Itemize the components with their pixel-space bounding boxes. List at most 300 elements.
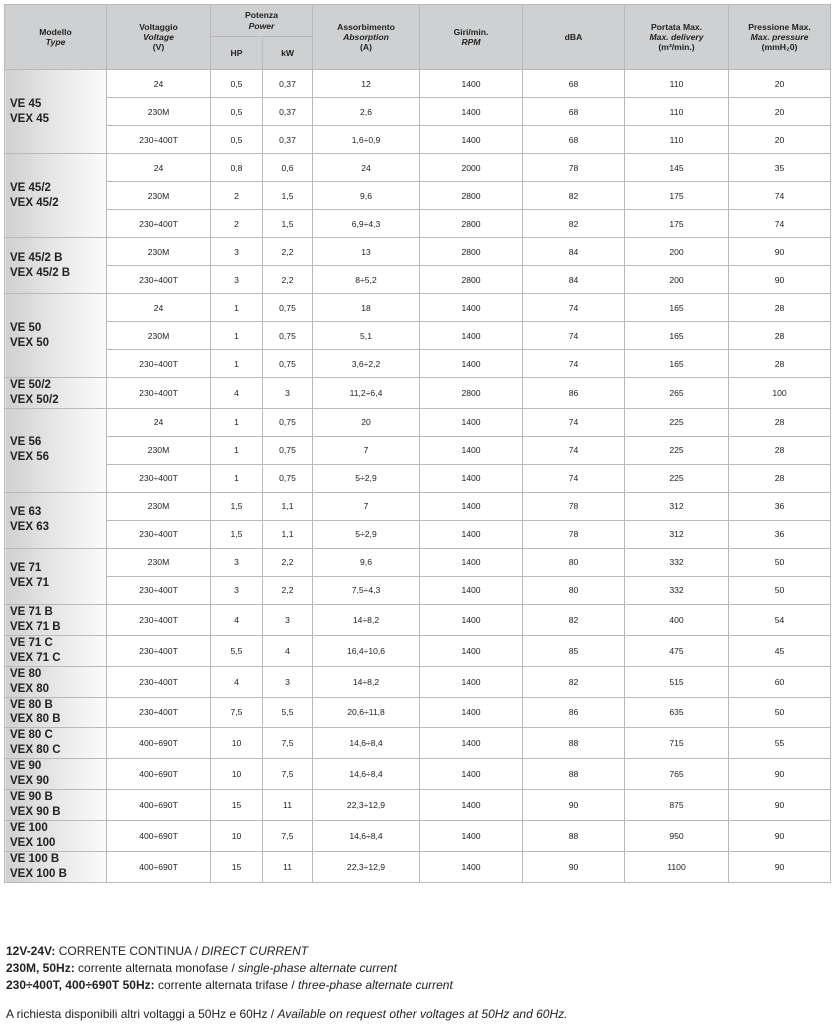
kw-cell: 3 — [263, 604, 313, 635]
delivery-cell: 145 — [625, 154, 729, 182]
kw-cell: 1,5 — [263, 182, 313, 210]
kw-cell: 1,5 — [263, 210, 313, 238]
delivery-cell: 175 — [625, 210, 729, 238]
absorption-cell: 8÷5,2 — [313, 266, 420, 294]
dba-cell: 82 — [523, 604, 625, 635]
delivery-cell: 332 — [625, 548, 729, 576]
absorption-cell: 7 — [313, 436, 420, 464]
rpm-cell: 1400 — [420, 728, 523, 759]
model-name-cell — [5, 666, 107, 697]
voltage-cell: 230÷400T — [107, 126, 211, 154]
voltage-cell: 230÷400T — [107, 210, 211, 238]
pressure-cell: 20 — [729, 126, 831, 154]
kw-cell: 0,75 — [263, 294, 313, 322]
rpm-cell: 2800 — [420, 266, 523, 294]
dba-cell: 68 — [523, 98, 625, 126]
pressure-cell: 100 — [729, 378, 831, 409]
voltage-cell: 230÷400T — [107, 520, 211, 548]
kw-cell: 7,5 — [263, 759, 313, 790]
table-row — [5, 154, 831, 182]
voltage-cell: 230÷400T — [107, 666, 211, 697]
hp-cell: 4 — [211, 666, 263, 697]
table-row — [5, 790, 831, 821]
absorption-cell: 5÷2,9 — [313, 520, 420, 548]
voltage-cell: 230M — [107, 436, 211, 464]
dba-cell: 82 — [523, 666, 625, 697]
hp-cell: 1 — [211, 322, 263, 350]
model-name-line: VEX 50 — [10, 336, 49, 349]
absorption-cell: 3,6÷2,2 — [313, 350, 420, 378]
hp-cell: 10 — [211, 759, 263, 790]
pressure-cell: 90 — [729, 759, 831, 790]
rpm-cell: 1400 — [420, 604, 523, 635]
table-row — [5, 350, 831, 378]
pressure-cell: 74 — [729, 182, 831, 210]
header-dba: dBA — [523, 5, 625, 70]
model-name-line: VEX 45/2 — [10, 196, 59, 209]
voltage-cell: 24 — [107, 294, 211, 322]
dba-cell: 74 — [523, 350, 625, 378]
kw-cell: 1,1 — [263, 520, 313, 548]
header-delivery: Portata Max. Max. delivery (m³/min.) — [625, 5, 729, 70]
rpm-cell: 1400 — [420, 520, 523, 548]
rpm-cell: 2000 — [420, 154, 523, 182]
delivery-cell: 110 — [625, 70, 729, 98]
hp-cell: 3 — [211, 266, 263, 294]
hp-cell: 1 — [211, 464, 263, 492]
model-name-line: VE 100 — [10, 822, 48, 834]
model-name-line: VEX 80 — [10, 682, 49, 695]
model-name-line: VEX 90 B — [10, 806, 61, 819]
dba-cell: 80 — [523, 576, 625, 604]
dba-cell: 88 — [523, 728, 625, 759]
table-row — [5, 70, 831, 98]
rpm-cell: 1400 — [420, 548, 523, 576]
pressure-cell: 20 — [729, 98, 831, 126]
model-name-cell — [5, 378, 107, 409]
kw-cell: 7,5 — [263, 728, 313, 759]
pressure-cell: 90 — [729, 851, 831, 882]
dba-cell: 74 — [523, 322, 625, 350]
delivery-cell: 265 — [625, 378, 729, 409]
hp-cell: 15 — [211, 790, 263, 821]
model-name-line: VEX 80 C — [10, 744, 61, 757]
model-name-line: VEX 71 — [10, 577, 49, 590]
voltage-cell: 400÷690T — [107, 821, 211, 852]
dba-cell: 84 — [523, 266, 625, 294]
table-row — [5, 294, 831, 322]
rpm-cell: 2800 — [420, 238, 523, 266]
table-body — [5, 70, 831, 883]
hp-cell: 2 — [211, 182, 263, 210]
delivery-cell: 715 — [625, 728, 729, 759]
dba-cell: 74 — [523, 436, 625, 464]
pressure-cell: 28 — [729, 322, 831, 350]
dba-cell: 80 — [523, 548, 625, 576]
delivery-cell: 225 — [625, 436, 729, 464]
model-name-line: VEX 45/2 B — [10, 266, 71, 279]
absorption-cell: 11,2÷6,4 — [313, 378, 420, 409]
absorption-cell: 20,6÷11,8 — [313, 697, 420, 728]
absorption-cell: 6,9÷4,3 — [313, 210, 420, 238]
dba-cell: 86 — [523, 378, 625, 409]
model-name-cell — [5, 821, 107, 852]
model-name-line: VEX 80 B — [10, 713, 61, 726]
model-name-cell — [5, 70, 107, 154]
absorption-cell: 24 — [313, 154, 420, 182]
model-name-line: VE 71 C — [10, 636, 53, 649]
dba-cell: 86 — [523, 697, 625, 728]
kw-cell: 0,75 — [263, 436, 313, 464]
hp-cell: 1 — [211, 408, 263, 436]
model-name-line: VE 80 — [10, 667, 42, 680]
table-row — [5, 98, 831, 126]
delivery-cell: 312 — [625, 492, 729, 520]
model-name-cell — [5, 492, 107, 548]
model-name-line: VE 63 — [10, 506, 42, 519]
model-name-cell — [5, 790, 107, 821]
pressure-cell: 50 — [729, 548, 831, 576]
dba-cell: 74 — [523, 294, 625, 322]
model-name-cell — [5, 851, 107, 882]
kw-cell: 3 — [263, 666, 313, 697]
rpm-cell: 2800 — [420, 182, 523, 210]
kw-cell: 4 — [263, 635, 313, 666]
hp-cell: 7,5 — [211, 697, 263, 728]
table-row — [5, 322, 831, 350]
model-name-line: VE 45/2 — [10, 181, 51, 194]
delivery-cell: 765 — [625, 759, 729, 790]
hp-cell: 4 — [211, 604, 263, 635]
voltage-cell: 230÷400T — [107, 697, 211, 728]
pressure-cell: 28 — [729, 350, 831, 378]
delivery-cell: 400 — [625, 604, 729, 635]
dba-cell: 74 — [523, 464, 625, 492]
table-row — [5, 728, 831, 759]
pressure-cell: 28 — [729, 464, 831, 492]
hp-cell: 3 — [211, 238, 263, 266]
rpm-cell: 1400 — [420, 408, 523, 436]
kw-cell: 11 — [263, 790, 313, 821]
kw-cell: 11 — [263, 851, 313, 882]
table-row — [5, 520, 831, 548]
hp-cell: 0,5 — [211, 70, 263, 98]
delivery-cell: 225 — [625, 464, 729, 492]
pressure-cell: 36 — [729, 492, 831, 520]
rpm-cell: 1400 — [420, 635, 523, 666]
dba-cell: 82 — [523, 182, 625, 210]
model-name-cell — [5, 604, 107, 635]
delivery-cell: 200 — [625, 266, 729, 294]
model-name-line: VE 80 B — [10, 698, 53, 711]
voltage-cell: 230÷400T — [107, 266, 211, 294]
hp-cell: 10 — [211, 728, 263, 759]
absorption-cell: 1,6÷0,9 — [313, 126, 420, 154]
pressure-cell: 54 — [729, 604, 831, 635]
table-row — [5, 604, 831, 635]
dba-cell: 90 — [523, 851, 625, 882]
absorption-cell: 16,4÷10,6 — [313, 635, 420, 666]
pressure-cell: 90 — [729, 821, 831, 852]
note-other-voltages: A richiesta disponibili altri voltaggi a 50Hz e 60Hz / Available on request other voltages at 50Hz and 60Hz. — [6, 1007, 568, 1021]
absorption-cell: 13 — [313, 238, 420, 266]
dba-cell: 78 — [523, 154, 625, 182]
footnotes — [6, 943, 567, 1023]
delivery-cell: 332 — [625, 576, 729, 604]
rpm-cell: 1400 — [420, 576, 523, 604]
voltage-cell: 230÷400T — [107, 576, 211, 604]
dba-cell: 85 — [523, 635, 625, 666]
voltage-cell: 24 — [107, 70, 211, 98]
kw-cell: 2,2 — [263, 238, 313, 266]
table-row — [5, 436, 831, 464]
model-name-line: VEX 63 — [10, 521, 49, 534]
voltage-cell: 400÷690T — [107, 759, 211, 790]
hp-cell: 1 — [211, 350, 263, 378]
model-name-line: VEX 90 — [10, 775, 49, 788]
absorption-cell: 9,6 — [313, 182, 420, 210]
model-name-line: VEX 100 — [10, 836, 56, 849]
voltage-cell: 24 — [107, 154, 211, 182]
rpm-cell: 1400 — [420, 98, 523, 126]
rpm-cell: 1400 — [420, 697, 523, 728]
model-name-line: VE 45 — [10, 97, 42, 110]
table-row — [5, 126, 831, 154]
rpm-cell: 1400 — [420, 492, 523, 520]
dba-cell: 90 — [523, 790, 625, 821]
model-name-cell — [5, 548, 107, 604]
kw-cell: 0,37 — [263, 70, 313, 98]
absorption-cell: 7,5÷4,3 — [313, 576, 420, 604]
model-name-cell — [5, 238, 107, 294]
absorption-cell: 14,6÷8,4 — [313, 759, 420, 790]
rpm-cell: 1400 — [420, 70, 523, 98]
table-row — [5, 759, 831, 790]
model-name-line: VEX 71 B — [10, 620, 61, 633]
hp-cell: 1,5 — [211, 520, 263, 548]
hp-cell: 0,5 — [211, 98, 263, 126]
voltage-cell: 400÷690T — [107, 790, 211, 821]
delivery-cell: 515 — [625, 666, 729, 697]
table-row — [5, 182, 831, 210]
table-row — [5, 851, 831, 882]
voltage-cell: 230M — [107, 322, 211, 350]
kw-cell: 3 — [263, 378, 313, 409]
model-name-line: VEX 56 — [10, 451, 49, 464]
pressure-cell: 28 — [729, 408, 831, 436]
rpm-cell: 1400 — [420, 126, 523, 154]
delivery-cell: 635 — [625, 697, 729, 728]
pressure-cell: 50 — [729, 697, 831, 728]
table-row — [5, 666, 831, 697]
dba-cell: 78 — [523, 492, 625, 520]
table-row — [5, 821, 831, 852]
kw-cell: 5,5 — [263, 697, 313, 728]
kw-cell: 0,75 — [263, 350, 313, 378]
note-three-phase: 230÷400T, 400÷690T 50Hz: corrente alternata trifase / three-phase alternate current — [6, 978, 453, 992]
hp-cell: 1,5 — [211, 492, 263, 520]
table-row — [5, 210, 831, 238]
delivery-cell: 475 — [625, 635, 729, 666]
delivery-cell: 312 — [625, 520, 729, 548]
hp-cell: 4 — [211, 378, 263, 409]
table-row — [5, 576, 831, 604]
voltage-cell: 230M — [107, 98, 211, 126]
delivery-cell: 175 — [625, 182, 729, 210]
model-name-line: VEX 100 B — [10, 867, 67, 880]
table-row — [5, 697, 831, 728]
table-row — [5, 238, 831, 266]
rpm-cell: 1400 — [420, 294, 523, 322]
absorption-cell: 5÷2,9 — [313, 464, 420, 492]
rpm-cell: 1400 — [420, 821, 523, 852]
pressure-cell: 28 — [729, 436, 831, 464]
dba-cell: 68 — [523, 126, 625, 154]
absorption-cell: 14÷8,2 — [313, 666, 420, 697]
rpm-cell: 1400 — [420, 322, 523, 350]
table-row — [5, 464, 831, 492]
hp-cell: 1 — [211, 294, 263, 322]
model-name-line: VEX 45 — [10, 112, 49, 125]
voltage-cell: 230÷400T — [107, 635, 211, 666]
model-name-line: VEX 71 C — [10, 651, 61, 664]
absorption-cell: 18 — [313, 294, 420, 322]
model-name-line: VE 56 — [10, 436, 42, 449]
delivery-cell: 165 — [625, 294, 729, 322]
model-name-line: VE 71 B — [10, 605, 53, 618]
header-absorption: Assorbimento Absorption (A) — [313, 5, 420, 70]
rpm-cell: 2800 — [420, 210, 523, 238]
kw-cell: 0,75 — [263, 408, 313, 436]
table-row — [5, 266, 831, 294]
delivery-cell: 875 — [625, 790, 729, 821]
dba-cell: 88 — [523, 821, 625, 852]
pressure-cell: 35 — [729, 154, 831, 182]
table-header — [5, 5, 831, 70]
pressure-cell: 90 — [729, 238, 831, 266]
rpm-cell: 1400 — [420, 666, 523, 697]
absorption-cell: 5,1 — [313, 322, 420, 350]
kw-cell: 0,75 — [263, 322, 313, 350]
table-row — [5, 548, 831, 576]
delivery-cell: 165 — [625, 322, 729, 350]
model-name-cell — [5, 759, 107, 790]
model-name-cell — [5, 635, 107, 666]
kw-cell: 2,2 — [263, 548, 313, 576]
voltage-cell: 400÷690T — [107, 728, 211, 759]
delivery-cell: 165 — [625, 350, 729, 378]
rpm-cell: 1400 — [420, 790, 523, 821]
hp-cell: 5,5 — [211, 635, 263, 666]
voltage-cell: 230÷400T — [107, 604, 211, 635]
voltage-cell: 230÷400T — [107, 350, 211, 378]
rpm-cell: 1400 — [420, 851, 523, 882]
header-rpm: Giri/min. RPM — [420, 5, 523, 70]
absorption-cell: 14÷8,2 — [313, 604, 420, 635]
model-name-cell — [5, 154, 107, 238]
dba-cell: 68 — [523, 70, 625, 98]
model-name-cell — [5, 294, 107, 378]
hp-cell: 10 — [211, 821, 263, 852]
voltage-cell: 24 — [107, 408, 211, 436]
kw-cell: 2,2 — [263, 266, 313, 294]
model-name-cell — [5, 728, 107, 759]
rpm-cell: 1400 — [420, 436, 523, 464]
hp-cell: 1 — [211, 436, 263, 464]
note-direct-current: 12V-24V: CORRENTE CONTINUA / DIRECT CURRENT — [6, 944, 309, 958]
fan-specifications-table — [4, 4, 831, 883]
header-model: Modello Type — [5, 5, 107, 70]
model-name-line: VE 45/2 B — [10, 251, 63, 264]
table-row — [5, 635, 831, 666]
model-name-cell — [5, 697, 107, 728]
rpm-cell: 1400 — [420, 350, 523, 378]
pressure-cell: 45 — [729, 635, 831, 666]
hp-cell: 3 — [211, 576, 263, 604]
rpm-cell: 2800 — [420, 378, 523, 409]
delivery-cell: 950 — [625, 821, 729, 852]
model-name-line: VEX 50/2 — [10, 393, 59, 406]
pressure-cell: 74 — [729, 210, 831, 238]
dba-cell: 82 — [523, 210, 625, 238]
note-single-phase: 230M, 50Hz: corrente alternata monofase / single-phase alternate current — [6, 961, 397, 975]
voltage-cell: 230M — [107, 492, 211, 520]
pressure-cell: 20 — [729, 70, 831, 98]
delivery-cell: 1100 — [625, 851, 729, 882]
model-name-line: VE 71 — [10, 562, 42, 575]
dba-cell: 74 — [523, 408, 625, 436]
model-name-line: VE 90 B — [10, 791, 53, 804]
kw-cell: 0,6 — [263, 154, 313, 182]
model-name-line: VE 100 B — [10, 852, 60, 865]
delivery-cell: 225 — [625, 408, 729, 436]
delivery-cell: 110 — [625, 126, 729, 154]
table-row — [5, 378, 831, 409]
voltage-cell: 230÷400T — [107, 464, 211, 492]
dba-cell: 78 — [523, 520, 625, 548]
absorption-cell: 2,6 — [313, 98, 420, 126]
kw-cell: 2,2 — [263, 576, 313, 604]
kw-cell: 1,1 — [263, 492, 313, 520]
hp-cell: 0,5 — [211, 126, 263, 154]
dba-cell: 84 — [523, 238, 625, 266]
rpm-cell: 1400 — [420, 759, 523, 790]
absorption-cell: 7 — [313, 492, 420, 520]
absorption-cell: 20 — [313, 408, 420, 436]
hp-cell: 0,8 — [211, 154, 263, 182]
hp-cell: 2 — [211, 210, 263, 238]
voltage-cell: 230M — [107, 182, 211, 210]
pressure-cell: 90 — [729, 266, 831, 294]
dba-cell: 88 — [523, 759, 625, 790]
model-name-cell — [5, 408, 107, 492]
absorption-cell: 9,6 — [313, 548, 420, 576]
absorption-cell: 14,6÷8,4 — [313, 821, 420, 852]
header-power: Potenza Power — [211, 5, 313, 37]
header-pressure: Pressione Max. Max. pressure (mmH₂0) — [729, 5, 831, 70]
delivery-cell: 110 — [625, 98, 729, 126]
voltage-cell: 230M — [107, 548, 211, 576]
rpm-cell: 1400 — [420, 464, 523, 492]
model-name-line: VE 90 — [10, 760, 42, 773]
absorption-cell: 12 — [313, 70, 420, 98]
pressure-cell: 50 — [729, 576, 831, 604]
model-name-line: VE 80 C — [10, 729, 53, 742]
pressure-cell: 28 — [729, 294, 831, 322]
model-name-line: VE 50 — [10, 321, 42, 334]
table-row — [5, 408, 831, 436]
kw-cell: 0,37 — [263, 126, 313, 154]
